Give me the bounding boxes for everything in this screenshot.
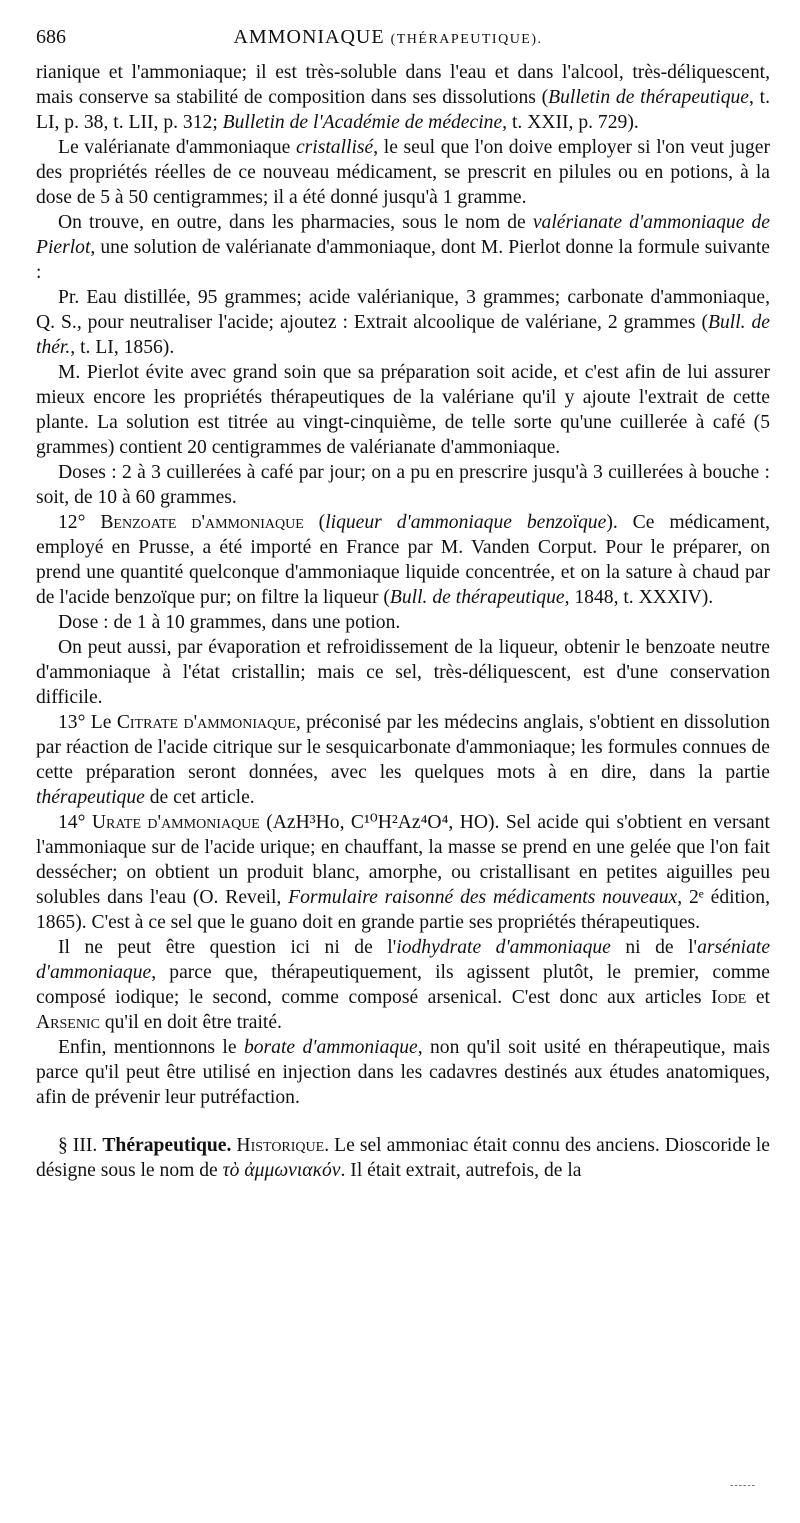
book-page bbox=[36, 26, 770, 1183]
paragraph-benzoate bbox=[36, 510, 770, 610]
text-segment: Bull. de thér. bbox=[36, 312, 770, 358]
running-subtitle: (THÉRAPEUTIQUE). bbox=[390, 32, 543, 47]
text-segment: liqueur d'ammoniaque benzoïque bbox=[325, 512, 607, 533]
page-header bbox=[36, 26, 770, 60]
text-segment: Le sel ammoniac était connu des anciens. Dioscoride le désigne sous le nom de bbox=[36, 1135, 770, 1181]
paragraph-citrate bbox=[36, 710, 770, 810]
text-segment: , le seul que l'on doive employer si l'on veut juger des propriétés réelles de ce nouveau médicament, se prescrit en pilules ou en potions, à la dose de 5 à 50 centigrammes; il a été donné jusqu'à 1 gramme. bbox=[36, 137, 770, 208]
signature-mark: ------ bbox=[730, 1480, 756, 1491]
text-segment: ). Ce médicament, employé en Prusse, a été importé en France par M. Vanden Corput. Pour le préparer, on prend une quantité quelconque d'ammoniaque liquide concentrée, et on la sature à chaud par de l'acide benzoïque pur; on filtre la liqueur ( bbox=[36, 512, 770, 608]
text-segment: , parce que, thérapeutiquement, ils agissent plutôt, le premier, comme composé iodique; le second, comme composé arsenical. C'est donc aux articles bbox=[36, 962, 770, 1008]
text-segment: , non qu'il soit usité en thérapeutique, mais parce qu'il peut être utilisé en injection dans les cadavres destinés aux études anatomiques, afin de prévenir leur putréfaction. bbox=[36, 1037, 771, 1108]
paragraph-cristallise bbox=[36, 135, 770, 210]
text-segment: , t. LI, 1856). bbox=[70, 337, 175, 358]
text-segment: On trouve, en outre, dans les pharmacies, sous le nom de bbox=[58, 212, 533, 233]
text-segment: ( bbox=[303, 512, 326, 533]
text-segment: , t. LI, p. 38, t. LII, p. 312; bbox=[36, 87, 770, 133]
text-segment: qu'il en doit être traité. bbox=[99, 1012, 282, 1033]
text-segment: arséniate d'ammoniaque bbox=[36, 937, 771, 983]
text-segment: τὸ ἀμμωνιακόν bbox=[222, 1160, 341, 1181]
text-segment: Dose : de 1 à 10 grammes, dans une potion. bbox=[58, 612, 401, 633]
text-segment: borate d'ammoniaque bbox=[243, 1037, 418, 1058]
paragraph-iodhydrate bbox=[36, 935, 770, 1035]
text-segment: Enfin, mentionnons le bbox=[58, 1037, 244, 1058]
body-text bbox=[36, 60, 770, 1183]
paragraph-pierlot-evite bbox=[36, 360, 770, 460]
text-segment: , 1848, t. XXXIV). bbox=[564, 587, 714, 608]
text-segment: , 2ᵉ édition, 1865). C'est à ce sel que le guano doit en grande partie ses propriétés thérapeutiques. bbox=[36, 887, 770, 933]
text-segment: Bull. de thérapeutique bbox=[389, 587, 565, 608]
paragraph-evaporation bbox=[36, 635, 770, 710]
text-segment: Benzoate d'ammoniaque bbox=[100, 512, 304, 533]
text-segment: 13° Le bbox=[58, 712, 117, 733]
text-segment: Il ne peut être question ici ni de l' bbox=[58, 937, 397, 958]
paragraph-borate bbox=[36, 1035, 770, 1110]
text-segment: Arsenic bbox=[36, 1012, 100, 1033]
text-segment: (AzH³Ho, C¹⁰H²Az⁴O⁴, HO). Sel acide qui s'obtient en versant l'ammoniaque sur de l'acide urique; en chauffant, la masse se prend en une gelée que l'on fait dessécher; on obtient un produit blanc, amorphe, ou cristallisant en petites aiguilles peu solubles dans l'eau (O. Reveil, bbox=[36, 812, 771, 908]
text-segment: thérapeutique bbox=[36, 787, 145, 808]
text-segment: Urate d'ammoniaque bbox=[91, 812, 260, 833]
text-segment: Citrate d'ammoniaque bbox=[116, 712, 296, 733]
text-segment: , t. XXII, p. 729). bbox=[502, 112, 639, 133]
paragraph-formule bbox=[36, 285, 770, 360]
text-segment: Thérapeutique. bbox=[102, 1135, 232, 1156]
text-segment: Bulletin de l'Académie de médecine bbox=[222, 112, 503, 133]
paragraph-urate bbox=[36, 810, 770, 935]
text-segment: Bulletin de thérapeutique bbox=[548, 87, 749, 108]
paragraph-pierlot bbox=[36, 210, 770, 285]
text-segment: iodhydrate d'ammoniaque bbox=[396, 937, 611, 958]
text-segment: Le valérianate d'ammoniaque bbox=[58, 137, 296, 158]
text-segment: et bbox=[746, 987, 770, 1008]
text-segment: Historique. bbox=[236, 1135, 330, 1156]
text-segment: 14° bbox=[58, 812, 92, 833]
text-segment: § III. bbox=[58, 1135, 103, 1156]
paragraph-dose-potion bbox=[36, 610, 770, 635]
text-segment: valérianate d'ammoniaque de Pierlot bbox=[36, 212, 770, 258]
text-segment: On peut aussi, par évaporation et refroidissement de la liqueur, obtenir le benzoate neutre d'ammoniaque à l'état cristallin; mais ce sel, très-déliquescent, est d'une conservation difficile. bbox=[36, 637, 770, 708]
text-segment: Pr. Eau distillée, 95 grammes; acide valérianique, 3 grammes; carbonate d'ammoniaque, Q. S., pour neutraliser l'acide; ajoutez : Extrait alcoolique de valériane, 2 grammes ( bbox=[36, 287, 770, 333]
text-segment: M. Pierlot évite avec grand soin que sa préparation soit acide, et c'est afin de lui assurer mieux encore les propriétés thérapeutiques de la valériane qu'il y ajoute l'extrait de cette plante. La solution est titrée au vingt-cinquième, de telle sorte qu'une cuillerée à café (5 grammes) contient 20 centigrammes de valérianate d'ammoniaque. bbox=[36, 362, 770, 458]
text-segment: 12° bbox=[58, 512, 101, 533]
paragraph-doses bbox=[36, 460, 770, 510]
text-segment: Iode bbox=[711, 987, 747, 1008]
paragraph-cont bbox=[36, 60, 770, 135]
text-segment: cristallisé bbox=[295, 137, 374, 158]
text-segment: Doses : 2 à 3 cuillerées à café par jour; on a pu en prescrire jusqu'à 3 cuillerées à bouche : soit, de 10 à 60 grammes. bbox=[36, 462, 770, 508]
running-head bbox=[96, 26, 770, 49]
text-segment: . Il était extrait, autrefois, de la bbox=[340, 1160, 582, 1181]
paragraph-section3 bbox=[36, 1133, 770, 1183]
text-segment: de cet article. bbox=[144, 787, 255, 808]
running-title: AMMONIAQUE bbox=[233, 26, 385, 48]
text-segment: Formulaire raisonné des médicaments nouveaux bbox=[288, 887, 678, 908]
text-segment: , une solution de valérianate d'ammoniaque, dont M. Pierlot donne la formule suivante : bbox=[36, 237, 770, 283]
text-segment: , préconisé par les médecins anglais, s'obtient en dissolution par réaction de l'acide citrique sur le sesquicarbonate d'ammoniaque; les formules connues de cette préparation seront données, avec les quelques mots à en dire, dans la partie bbox=[36, 712, 770, 783]
text-segment: rianique et l'ammoniaque; il est très-soluble dans l'eau et dans l'alcool, très-déliquescent, mais conserve sa stabilité de composition dans ses dissolutions ( bbox=[36, 62, 770, 108]
page-number: 686 bbox=[36, 26, 66, 48]
text-segment: ni de l' bbox=[610, 937, 698, 958]
